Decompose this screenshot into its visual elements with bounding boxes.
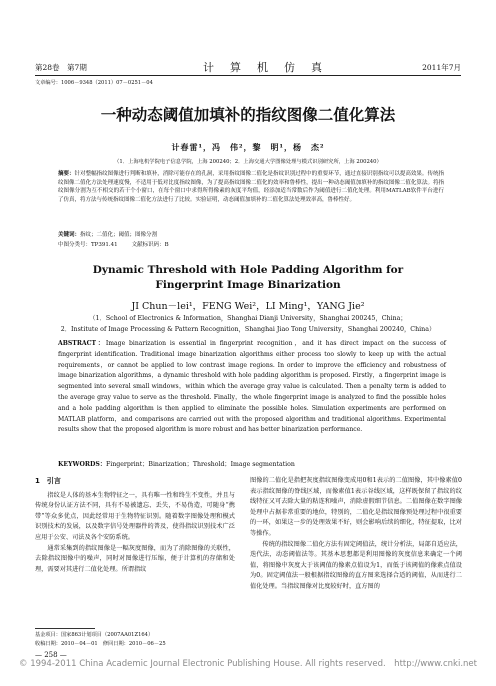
footnote-rule (35, 628, 95, 629)
copyright-watermark: © 1994-2011 China Academic Journal Electronic Publishing House. All rights reserved. http://www.cnki.net (19, 659, 477, 669)
received-dates: 收稿日期：2010－04－01 修回日期：2010－06－25 (35, 640, 166, 647)
funding-info (35, 631, 235, 640)
clc-number: 中图分类号：TP391.41 (58, 242, 118, 248)
journal-header (35, 60, 461, 74)
paragraph: 指纹是人体的基本生物特征之一，具有唯一性和终生不变性，并且与传统身份认证方法不同，具有不易被遗忘、丢失，不易伪造，可随身“携带”等众多优点，因此经常用于生物特征识别。随着数字图像处理和模式识别技术的发展，以及数字信号处理器件的普及，使得指纹识别技术广泛应用于公安、司法及各个安防系统。 (35, 491, 235, 541)
funding-text: 国家863计划项目（2007AA01Z164） (60, 632, 154, 638)
body-column-right (250, 476, 462, 593)
paragraph: 传统的指纹图像二值化方法有固定阈值法，统计分析法，局部自适应法，迭代法，动态阈值法等。其基本思想都是利用图像的灰度信息来确定一个阈值，将图像中灰度大于该阈值的像素点值设为1，而低于该阈值的像素点值设为0。固定阈值法一般根据指纹图像的直方图来选择合适的阈值，从而进行二值化处理。当指纹图像对比度较好时，直方图的 (250, 540, 462, 590)
keywords-cn-label: 关键词： (58, 232, 81, 238)
keywords-cn (58, 230, 157, 238)
abstract-cn-label: 摘要： (58, 171, 75, 177)
affiliation-en-2: 2．Institute of Image Processing & Pattern Recognition，Shanghai Jiao Tong University，Shanghai 200240，China） (60, 325, 436, 333)
affiliation-en-1: （1．School of Electronics & Information，Shanghai Dianji University，Shanghai 200245，China； (89, 315, 407, 322)
abstract-en-label: ABSTRACT： (58, 340, 106, 347)
header-rule (35, 75, 461, 76)
keywords-cn-text: 指纹；二值化；阈值；图像分割 (80, 232, 158, 238)
paragraph: 图像的二值化是指把灰度指纹图像变成用0和1表示的二值图像，其中像素值0表示指纹图像的脊线区域，而像素值1表示谷线区域，这样既保留了指纹的纹线特征又可去除大量的粘连和噪声，消除虚假细节信息。二值图像在数字图像处理中占据非常重要的地位，特别的，二值化是指纹图像预处理过程中很重要的一环，如果这一步的处理效果不好，则会影响后续的细化，特征提取，比对等操作。 (250, 477, 462, 537)
affiliations-en (0, 314, 496, 335)
journal-name: 计算机仿真 (203, 61, 338, 74)
keywords-en-text: Fingerprint；Binarization；Threshold；Image segmentation (106, 461, 295, 468)
paper-title-en-line1: Dynamic Threshold with Hole Padding Algorithm for (92, 264, 404, 276)
issue-info: 第28卷 第7期 (35, 63, 87, 72)
funding-label: 基金项目： (35, 632, 61, 638)
issue-date: 2011年7月 (422, 63, 461, 72)
paper-title-en-line2: Fingerprint Image Binarization (155, 278, 341, 291)
authors-cn: 计春雷¹，冯 伟²，黎 明¹，杨 杰² (171, 142, 325, 152)
document-code: 文献标识码：B (131, 242, 169, 248)
abstract-en-text: Image binarization is essential in fingerprint recognition，and it has direct impact on the success of fingerprint identification. Traditional image binarization algorithms either process too slowly to keep up with the actual requirements，or cannot be applied to low contrast image regions. In order to improve the efficiency and robustness of image binarization algorithms，a dynamic threshold with hole padding algorithm is proposed. Firstly，a fingerprint image is segmented into several small windows，within which the average gray value is calculated. Then a penalty term is added to the average gray value to serve as the threshold. Finally，the whole fingerprint image is analyzed to find the possible holes and a hole padding algorithm is then applied to eliminate the possible holes. Simulation experiments are performed on MATLAB platform，and comparisons are carried out with the proposed algorithm and traditional algorithms. Experimental results show that the proposed algorithm is more robust and has better binarization performance. (58, 340, 446, 434)
paragraph: 通常采集到的指纹图像是一幅灰度图像，而为了消除图像的关联性，去除指纹图像中的噪声，同时对图像进行压缩，便于计算机的存储和处理，需要对其进行二值化处理。所谓指纹 (35, 544, 235, 573)
section-title-introduction: 1 引言 (35, 477, 61, 485)
abstract-cn-text: 针对整幅指纹图像进行判断和填补，消除可能存在的孔洞，采用指纹图像二值化是指纹识别过程中的重要环节，通过直接识别指纹可以提高效果。传统指纹图像二值化方法处理速度慢，不适用于低对比度指纹图像，为了提高指纹图像二值化的效率和鲁棒性，提出一种动态阈值加填补的指纹图像二值化算法。将指纹图像分割为互不相交的若干个小窗口，在每个窗口中求得所得像素的灰度平均值，经添加适当常数后作为阈值进行二值化处理。利用MATLAB软件平台进行了仿真，将方法与传统指纹图像二值化方法进行了比较。实验证明，动态阈值加填补的二值化算法处理效率高，鲁棒性好。 (58, 171, 444, 203)
paper-title-en (0, 263, 496, 292)
body-column-left (35, 476, 235, 575)
paper-title-cn: 一种动态阈值加填补的指纹图像二值化算法 (100, 106, 396, 124)
classification (58, 240, 183, 248)
footnote (35, 631, 235, 649)
authors-en: JI Chun－lei¹，FENG Wei²，LI Ming¹，YANG Jie² (131, 301, 365, 312)
keywords-en (58, 459, 295, 468)
keywords-en-label: KEYWORDS： (58, 461, 107, 468)
abstract-en (58, 339, 446, 436)
article-number: 文章编号：1006－9348（2011）07－0251－04 (35, 80, 153, 86)
page-number: — 258 — (35, 651, 67, 659)
abstract-cn (58, 170, 444, 204)
affiliations-cn: （1．上海电机学院电子信息学院，上海 200240；2．上海交通大学图像处理与模式识别研究所，上海 200240） (114, 159, 382, 165)
